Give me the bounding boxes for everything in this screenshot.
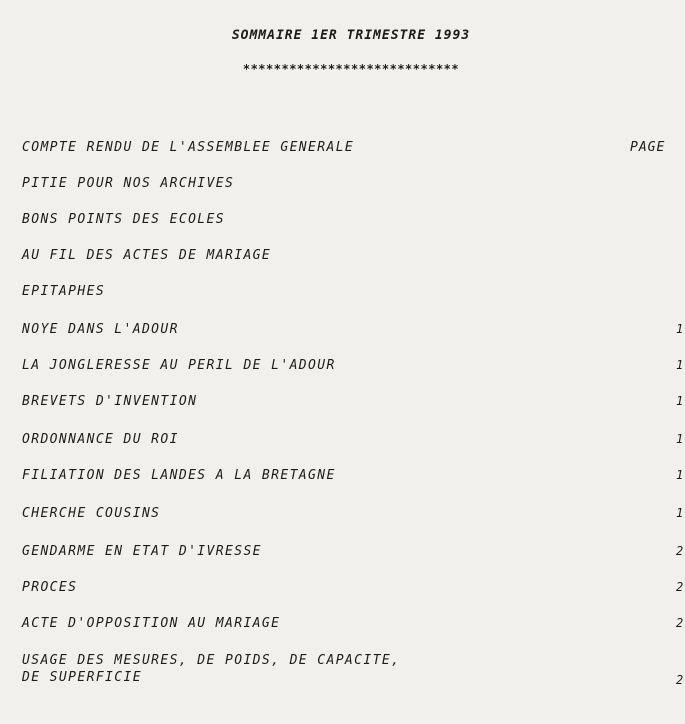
toc-entry (22, 357, 685, 374)
toc-entry-page: 2 (676, 580, 685, 594)
toc-entry (22, 615, 685, 632)
toc-entry-title: GENDARME EN ETAT D'IVRESSE (22, 544, 262, 559)
toc-entry-title: PROCES (22, 580, 78, 595)
toc-entry (22, 247, 678, 264)
page-column-header: PAGE (630, 140, 666, 155)
toc-entry (22, 283, 678, 300)
title-underline-rule: **************************** (242, 62, 460, 76)
toc-entry (22, 393, 685, 410)
toc-entry-page: 2 (676, 673, 685, 687)
toc-entry (22, 175, 678, 192)
toc-entry (22, 431, 685, 448)
toc-entry-page: 1 (676, 358, 685, 372)
toc-entry-title: ACTE D'OPPOSITION AU MARIAGE (22, 616, 281, 631)
toc-entry (22, 211, 678, 228)
toc-entry (22, 543, 685, 560)
toc-entry-title: EPITAPHES (22, 284, 106, 299)
toc-entry (22, 579, 685, 596)
toc-entry-title: BREVETS D'INVENTION (22, 394, 198, 409)
toc-entry (22, 139, 678, 156)
toc-entry-page: 1 (676, 394, 685, 408)
toc-entry-page: 1 (676, 506, 685, 520)
toc-entry-page: 2 (676, 616, 685, 630)
toc-entry-title: FILIATION DES LANDES A LA BRETAGNE (22, 468, 336, 483)
toc-entry-page: 2 (676, 544, 685, 558)
toc-entry-title: ORDONNANCE DU ROI (22, 432, 179, 447)
toc-entry-page: 1 (676, 468, 685, 482)
toc-entry (22, 321, 685, 338)
toc-entry (22, 505, 685, 522)
toc-entry-title: LA JONGLERESSE AU PERIL DE L'ADOUR (22, 358, 336, 373)
toc-entry-title: COMPTE RENDU DE L'ASSEMBLEE GENERALE (22, 140, 355, 155)
toc-entry-title: NOYE DANS L'ADOUR (22, 322, 179, 337)
toc-entry-title: USAGE DES MESURES, DE POIDS, DE CAPACITE, DE SUPERFICIE (22, 653, 401, 685)
toc-entry (22, 652, 685, 687)
toc-entry-title: CHERCHE COUSINS (22, 506, 161, 521)
toc-entry-title: BONS POINTS DES ECOLES (22, 212, 225, 227)
toc-entry-title: PITIE POUR NOS ARCHIVES (22, 176, 235, 191)
document-title: SOMMAIRE 1ER TRIMESTRE 1993 (231, 28, 471, 43)
toc-entry-page: 1 (676, 432, 685, 446)
toc-entry (22, 467, 685, 484)
toc-entry-page: 1 (676, 322, 685, 336)
toc-entry-title: AU FIL DES ACTES DE MARIAGE (22, 248, 272, 263)
